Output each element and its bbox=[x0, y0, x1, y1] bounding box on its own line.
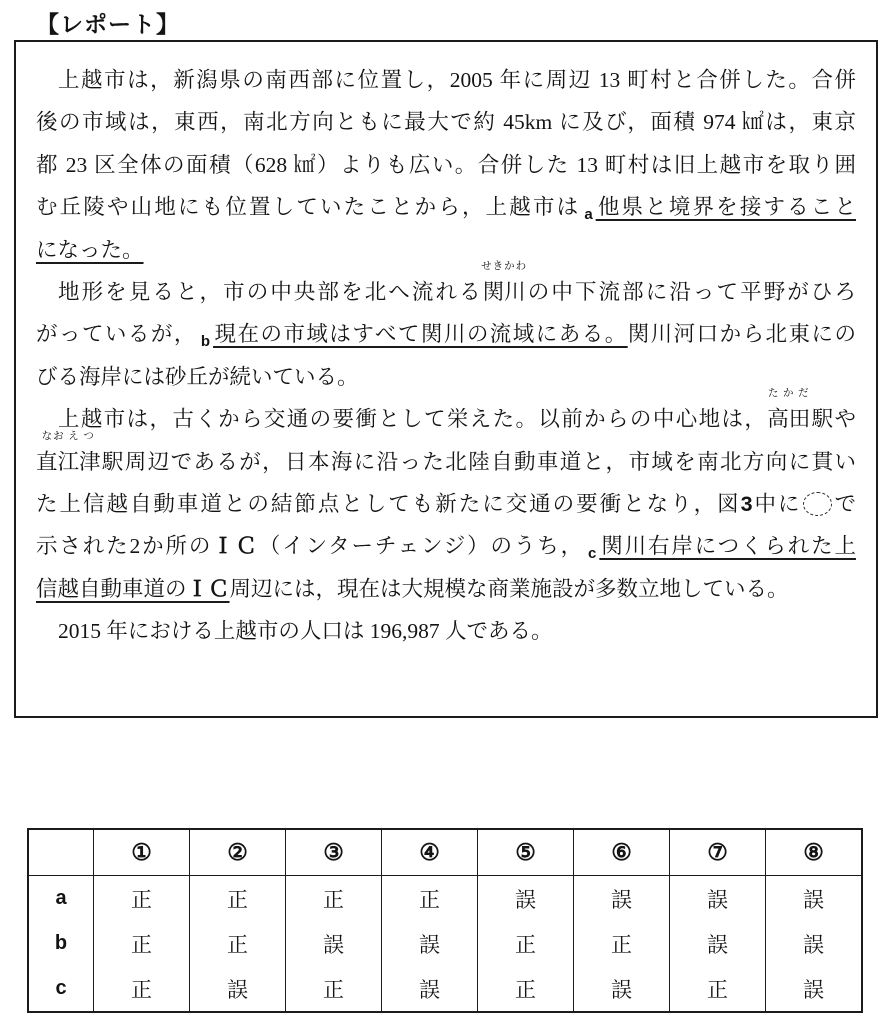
report-text: 駅や bbox=[810, 407, 856, 432]
report-text: 関川河口から北東にの bbox=[627, 322, 856, 347]
report-text: 後の市域は，東西，南北方向ともに最大で約 45km に及び，面積 974 ㎢は，東京 bbox=[36, 110, 856, 135]
report-text: ＩＣ bbox=[186, 576, 230, 601]
answer-cell-b-7: 誤 bbox=[670, 921, 766, 966]
option-header-6: ⑥ bbox=[574, 829, 670, 876]
answer-cell-b-5: 正 bbox=[478, 921, 574, 966]
answer-cell-c-4: 誤 bbox=[382, 966, 478, 1012]
report-text: びる海岸には砂丘が続いている。 bbox=[36, 364, 359, 389]
report-line bbox=[36, 260, 856, 313]
option-header-1: ① bbox=[94, 829, 190, 876]
answer-cell-c-6: 誤 bbox=[574, 966, 670, 1012]
report-text: 信越自動車道の bbox=[36, 576, 187, 601]
report-line bbox=[36, 430, 856, 483]
report-text: む丘陵や山地にも位置していたことから，上越市は bbox=[36, 195, 581, 220]
report-text: 3 bbox=[740, 491, 753, 516]
answer-cell-a-8: 誤 bbox=[766, 876, 863, 922]
answer-cell-a-3: 正 bbox=[286, 876, 382, 922]
row-label-b: b bbox=[54, 932, 68, 954]
report-text: 中に bbox=[752, 491, 802, 516]
report-text: 上越市は，古くから交通の要衝として栄えた。以前からの中心地は， bbox=[58, 407, 768, 432]
report-line bbox=[36, 59, 856, 101]
report-text: がっているが， bbox=[36, 322, 197, 347]
answer-cell-c-1: 正 bbox=[94, 966, 190, 1012]
report-text: 2015 年における上越市の人口は 196,987 人である。 bbox=[58, 619, 553, 644]
page-title: 【レポート】 bbox=[36, 12, 180, 37]
answer-cell-c-8: 誤 bbox=[766, 966, 863, 1012]
statement-label-a: a bbox=[584, 206, 593, 224]
table-row-c bbox=[28, 966, 862, 1012]
report-text: 現在の市域はすべて関川の流域にある。 bbox=[213, 322, 628, 347]
option-header-3: ③ bbox=[286, 829, 382, 876]
report-line bbox=[36, 186, 856, 228]
ruby-annotation: た か だ 高田 bbox=[767, 388, 811, 432]
table-row-a bbox=[28, 876, 862, 922]
report-line bbox=[36, 388, 856, 440]
report-text: の中下流部に沿って平野がひろ bbox=[525, 279, 856, 304]
answer-cell-c-7: 正 bbox=[670, 966, 766, 1012]
ruby-reading: なお え つ bbox=[41, 430, 95, 442]
answer-table-header bbox=[28, 829, 862, 876]
option-header-2: ② bbox=[190, 829, 286, 876]
report-text: ＩＣ bbox=[212, 534, 259, 559]
corner-cell bbox=[28, 829, 94, 876]
ruby-annotation: なお え つ 直江津 bbox=[36, 430, 101, 474]
option-header-8: ⑧ bbox=[766, 829, 863, 876]
answer-cell-a-2: 正 bbox=[190, 876, 286, 922]
statement-label-b: b bbox=[200, 333, 211, 351]
report-line bbox=[36, 101, 856, 143]
report-text: 上越市は，新潟県の南西部に位置し，2005 年に周辺 13 町村と合併した。合併 bbox=[58, 68, 856, 92]
row-label-a: a bbox=[55, 887, 67, 909]
row-label-c: c bbox=[55, 977, 67, 999]
answer-cell-c-5: 正 bbox=[478, 966, 574, 1012]
answer-cell-c-2: 誤 bbox=[190, 966, 286, 1012]
answer-cell-b-8: 誤 bbox=[766, 921, 863, 966]
report-line bbox=[36, 483, 856, 525]
ruby-annotation: せきかわ 関川 bbox=[481, 260, 528, 304]
answer-table-body bbox=[28, 876, 862, 1013]
report-text: 地形を見ると，市の中央部を北へ流れる bbox=[58, 279, 483, 304]
report-box bbox=[14, 40, 878, 718]
answer-cell-c-3: 正 bbox=[286, 966, 382, 1012]
answer-cell-a-6: 誤 bbox=[574, 876, 670, 922]
statement-label-c: c bbox=[588, 545, 597, 563]
report-line bbox=[36, 610, 856, 652]
report-line bbox=[36, 313, 856, 355]
report-text: 周辺には，現在は大規模な商業施設が多数立地している。 bbox=[229, 576, 789, 601]
option-header-4: ④ bbox=[382, 829, 478, 876]
answer-cell-a-4: 正 bbox=[382, 876, 478, 922]
report-line bbox=[36, 356, 856, 398]
report-text: た上信越自動車道との結節点としても新たに交通の要衝となり，図 bbox=[36, 491, 741, 516]
report-line bbox=[36, 568, 856, 610]
report-text: （インターチェンジ）のうち， bbox=[258, 534, 585, 559]
report-text: になった。 bbox=[36, 237, 144, 262]
answer-cell-b-4: 誤 bbox=[382, 921, 478, 966]
answer-cell-a-5: 誤 bbox=[478, 876, 574, 922]
answer-cell-a-1: 正 bbox=[94, 876, 190, 922]
report-line bbox=[36, 525, 856, 567]
dashed-circle-icon bbox=[803, 492, 832, 516]
report-text: 関川右岸につくられた上 bbox=[599, 534, 856, 559]
report-text: 示された2か所の bbox=[36, 534, 213, 559]
table-row-b bbox=[28, 921, 862, 966]
report-lines bbox=[36, 59, 856, 652]
report-text: 他県と境界を接すること bbox=[595, 195, 856, 220]
answer-cell-b-3: 誤 bbox=[286, 921, 382, 966]
report-text: 都 23 区全体の面積（628 ㎢）よりも広い。合併した 13 町村は旧上越市を取り囲 bbox=[36, 152, 856, 177]
option-header-7: ⑦ bbox=[670, 829, 766, 876]
ruby-reading: せきかわ bbox=[481, 260, 528, 272]
ruby-reading: た か だ bbox=[767, 388, 810, 400]
option-header-5: ⑤ bbox=[478, 829, 574, 876]
answer-cell-b-2: 正 bbox=[190, 921, 286, 966]
report-text: 駅周辺であるが，日本海に沿った北陸自動車道と，市域を南北方向に貫い bbox=[100, 449, 856, 474]
answer-table bbox=[27, 828, 863, 1013]
answer-cell-b-6: 正 bbox=[574, 921, 670, 966]
report-text: で bbox=[832, 491, 856, 516]
answer-cell-b-1: 正 bbox=[94, 921, 190, 966]
answer-cell-a-7: 誤 bbox=[670, 876, 766, 922]
report-line bbox=[36, 144, 856, 186]
report-line bbox=[36, 229, 856, 271]
